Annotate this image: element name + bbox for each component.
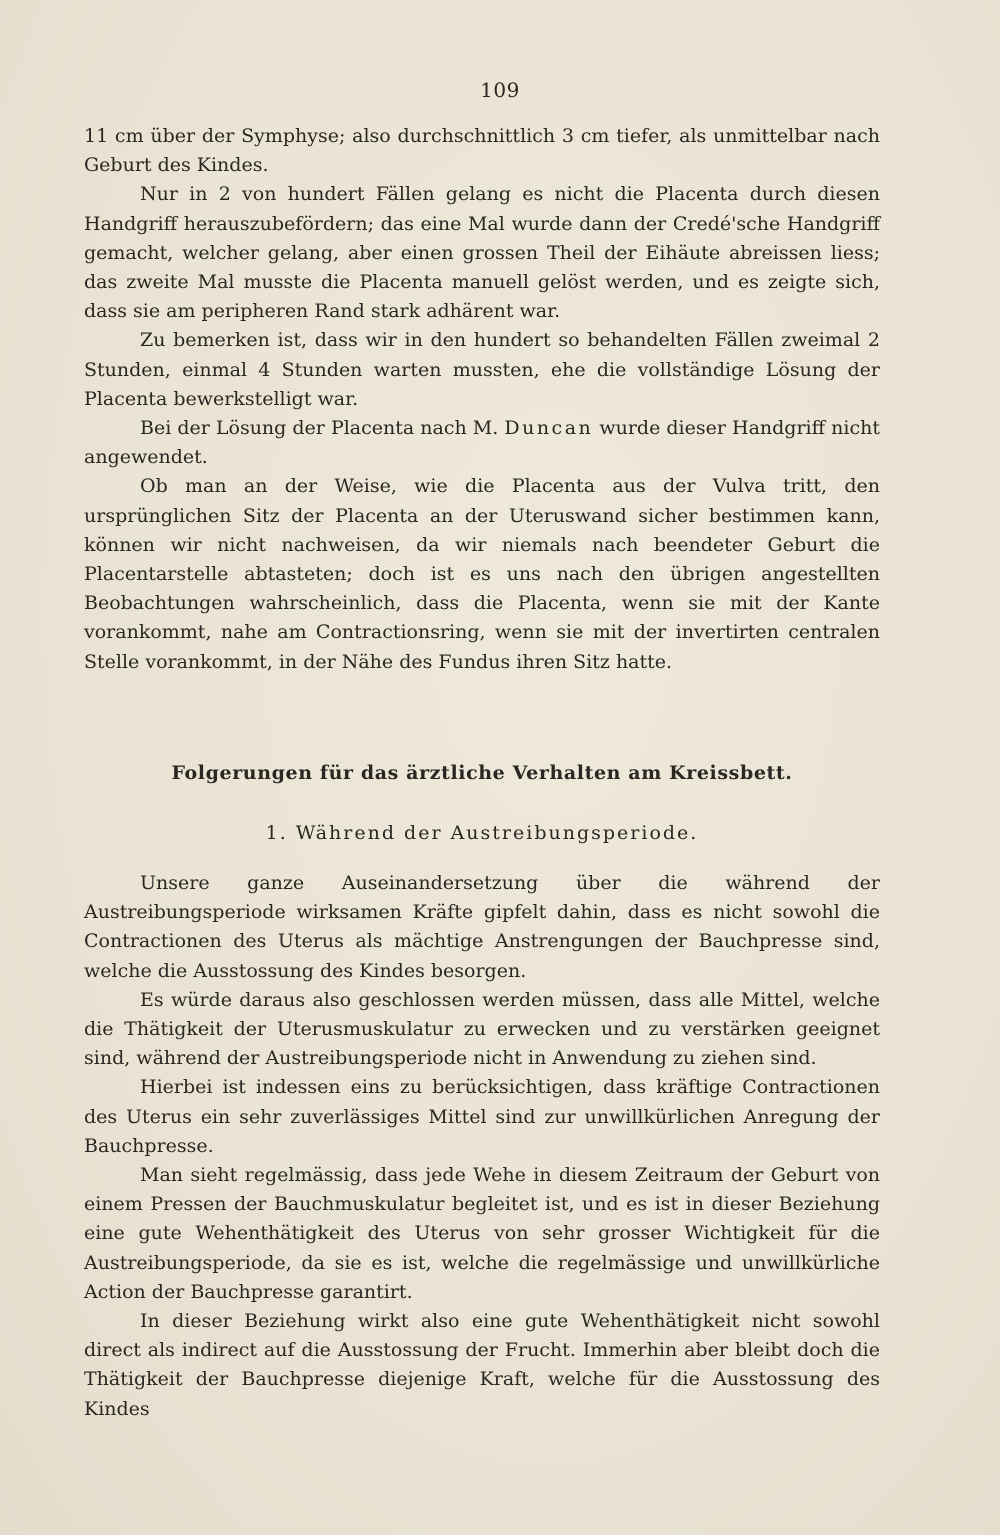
paragraph-text: Bei der Lösung der Placenta nach M. bbox=[140, 417, 505, 440]
paragraph: Zu bemerken ist, dass wir in den hundert so behandelten Fällen zweimal 2 Stunden, einmal 4 Stunden warten mussten, ehe die vollständige Lösung der Placenta bewerkstelligt war. bbox=[84, 329, 880, 410]
paragraph: Man sieht regelmässig, dass jede Wehe in diesem Zeitraum der Geburt von einem Pressen der Bauchmuskulatur begleitet ist, und es ist in dieser Beziehung eine gute Wehenthätigkeit des Uterus von sehr grosser Wichtigkeit für die Austreibungsperiode, da sie es ist, welche die regelmässige und unwillkürliche Action der Bauchpresse garantirt. bbox=[84, 1164, 880, 1303]
paragraph: In dieser Beziehung wirkt also eine gute Wehenthätigkeit nicht sowohl direct als indirect auf die Ausstossung der Frucht. Immerhin aber bleibt doch die Thätigkeit der Bauchpresse diejenige Kraft, welche für die Ausstossung des Kindes bbox=[84, 1310, 880, 1420]
bottom-text-block bbox=[84, 869, 880, 1424]
paragraph bbox=[84, 414, 880, 472]
author-name: Duncan bbox=[504, 417, 594, 440]
paragraph: Hierbei ist indessen eins zu berücksichtigen, dass kräftige Contractionen des Uterus ein sehr zuverlässiges Mittel sind zur unwillkürlichen Anregung der Bauchpresse. bbox=[84, 1076, 880, 1157]
section-heading: Folgerungen für das ärztliche Verhalten am Kreissbett. bbox=[171, 762, 793, 784]
page-number: 109 bbox=[480, 78, 520, 102]
paragraph: Unsere ganze Auseinandersetzung über die während der Austreibungsperiode wirksamen Kräfte gipfelt dahin, dass es nicht sowohl die Contractionen des Uterus als mächtige Anstrengungen der Bauchpresse sind, welche die Ausstossung des Kindes besorgen. bbox=[84, 872, 880, 982]
paragraph: Nur in 2 von hundert Fällen gelang es nicht die Placenta durch diesen Handgriff herauszubefördern; das eine Mal wurde dann der Credé'sche Handgriff gemacht, welcher gelang, aber einen grossen Theil der Eihäute abreissen liess; das zweite Mal musste die Placenta manuell gelöst werden, und es zeigte sich, dass sie am peripheren Rand stark adhärent war. bbox=[84, 183, 880, 323]
paragraph-text: wurde dieser Handgriff nicht angewendet. bbox=[84, 417, 880, 469]
paragraph: 11 cm über der Symphyse; also durchschnittlich 3 cm tiefer, als unmittelbar nach Geburt des Kindes. bbox=[84, 125, 880, 177]
top-text-block bbox=[84, 122, 880, 677]
paragraph: Es würde daraus also geschlossen werden müssen, dass alle Mittel, welche die Thätigkeit der Uterusmuskulatur zu erwecken und zu verstärken geeignet sind, während der Austreibungsperiode nicht in Anwendung zu ziehen sind. bbox=[84, 988, 880, 1070]
sub-heading: 1. Während der Austreibungsperiode. bbox=[265, 822, 699, 844]
paragraph: Ob man an der Weise, wie die Placenta aus der Vulva tritt, den ursprünglichen Sitz der Placenta an der Uteruswand sicher bestimmen kann, können wir nicht nachweisen, da wir niemals nach beendeter Geburt die Placentarstelle abtasteten; doch ist es uns nach den übrigen angestellten Beobachtungen wahrscheinlich, dass die Placenta, wenn sie mit der Kante vorankommt, nahe am Contractionsring, wenn sie mit der invertirten centralen Stelle vorankommt, in der Nähe des Fundus ihren Sitz hatte. bbox=[84, 475, 880, 673]
